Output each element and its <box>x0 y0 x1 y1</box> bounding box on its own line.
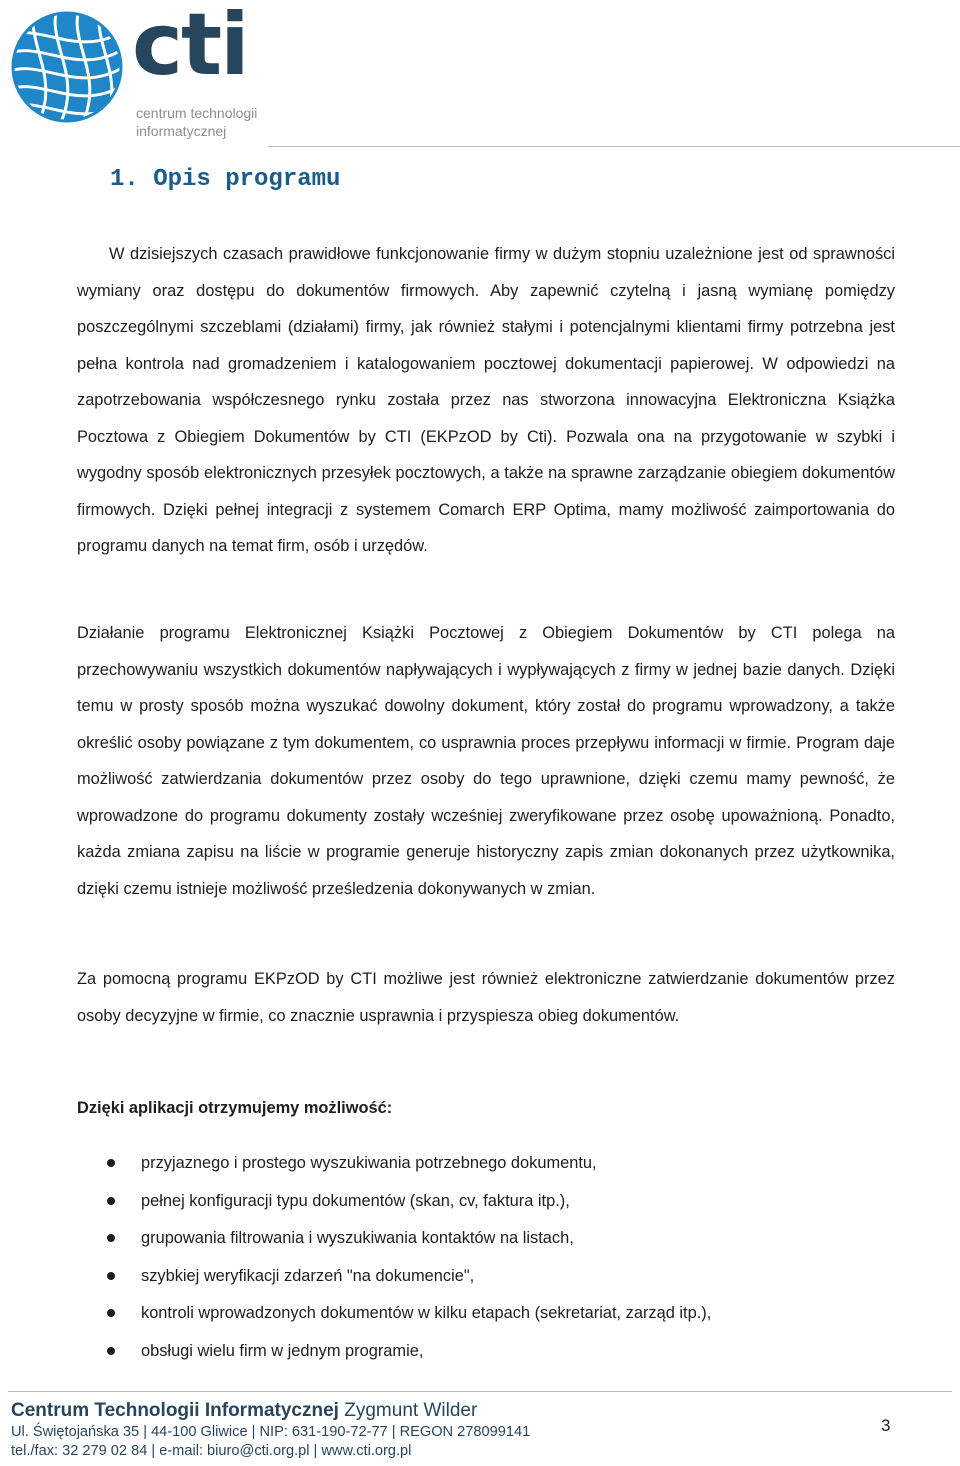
list-item-text: przyjaznego i prostego wyszukiwania potrzebnego dokumentu, <box>141 1154 597 1172</box>
paragraph-approval: Za pomocną programu EKPzOD by CTI możliwe jest również elektroniczne zatwierdzanie dokumentów przez osoby decyzyjne w firmie, co znacznie usprawnia i przyspiesza obieg dokumentów. <box>77 970 895 1025</box>
logo-tagline: centrum technologii informatycznej <box>136 105 258 139</box>
globe-logo-icon <box>8 8 126 126</box>
list-item <box>0 1258 960 1296</box>
features-heading: Dzięki aplikacji otrzymujemy możliwość: <box>77 1099 393 1117</box>
footer-company <box>11 1400 477 1422</box>
list-item <box>0 1220 960 1258</box>
footer-owner: Zygmunt Wilder <box>344 1400 478 1421</box>
list-item-text: pełnej konfiguracji typu dokumentów (skan, cv, faktura itp.), <box>141 1191 570 1210</box>
bullet-icon <box>107 1159 115 1167</box>
section-title: 1. Opis programu <box>110 166 341 193</box>
features-list <box>0 1145 960 1370</box>
list-item <box>0 1145 960 1183</box>
bullet-icon <box>107 1309 115 1317</box>
bullet-icon <box>107 1234 115 1242</box>
list-item <box>0 1333 960 1371</box>
footer-company-name: Centrum Technologii Informatycznej <box>11 1400 339 1421</box>
footer-divider <box>8 1391 952 1392</box>
list-item-text: szybkiej weryfikacji zdarzeń "na dokumencie", <box>141 1266 475 1285</box>
bullet-icon <box>107 1272 115 1280</box>
list-item-text: grupowania filtrowania i wyszukiwania kontaktów na listach, <box>141 1229 574 1247</box>
paragraph-intro: W dzisiejszych czasach prawidłowe funkcjonowanie firmy w dużym stopniu uzależnione jest od sprawności wymiany oraz dostępu do dokumentów firmowych. Aby zapewnić czytelną i jasną wymianę pomiędzy poszczególnymi szczeblami (działami) firmy, jak również stałymi i potencjalnymi klientami firmy potrzebna jest pełna kontrola nad gromadzeniem i katalogowaniem pocztowej dokumentacji papierowej. W odpowiedzi na zapotrzebowania współczesnego rynku została przez nas stworzona innowacyjna Elektroniczna Książka Pocztowa z Obiegiem Dokumentów by CTI (EKPzOD by Cti). Pozwala ona na przygotowanie w szybki i wygodny sposób elektronicznych przesyłek pocztowych, a także na sprawne zarządzanie obiegiem dokumentów firmowych. Dzięki pełnej integracji z systemem Comarch ERP Optima, mamy możliwość zaimportowania do programu danych na temat firm, osób i urzędów. <box>77 245 895 555</box>
cti-logo <box>8 0 268 139</box>
paragraph-operation: Działanie programu Elektronicznej Książki Pocztowej z Obiegiem Dokumentów by CTI polega na przechowywaniu wszystkich dokumentów napływających i wypływających z firmy w jednej bazie danych. Dzięki temu w prosty sposób można wyszukać dowolny dokument, który został do programu wprowadzony, a także określić osoby powiązane z tym dokumentem, co usprawnia proces przepływu informacji w firmie. Program daje możliwość zatwierdzania dokumentów przez osoby do tego uprawnione, dzięki czemu mamy pewność, że wprowadzone do programu dokumenty zostały wcześniej zweryfikowane przez osobę upoważnioną. Ponadto, każda zmiana zapisu na liście w programie generuje historyczny zapis zmian dokonanych przez użytkownika, dzięki czemu istnieje możliwość prześledzenia dokonywanych w zmian. <box>77 624 895 898</box>
footer-address: Ul. Świętojańska 35 | 44-100 Gliwice | NIP: 631-190-72-77 | REGON 278099141 <box>11 1424 531 1440</box>
list-item-text: obsługi wielu firm w jednym programie, <box>141 1341 424 1360</box>
footer-contact: tel./fax: 32 279 02 84 | e-mail: biuro@cti.org.pl | www.cti.org.pl <box>11 1443 412 1459</box>
header-divider <box>268 146 960 147</box>
logo-wordmark: cti <box>132 0 248 95</box>
bullet-icon <box>107 1197 115 1205</box>
page-number: 3 <box>881 1416 891 1435</box>
list-item <box>0 1295 960 1333</box>
list-item-text: kontroli wprowadzonych dokumentów w kilku etapach (sekretariat, zarząd itp.), <box>141 1304 712 1322</box>
page-header <box>0 0 960 148</box>
page-footer <box>11 1398 951 1462</box>
bullet-icon <box>107 1347 115 1355</box>
list-item <box>0 1183 960 1221</box>
